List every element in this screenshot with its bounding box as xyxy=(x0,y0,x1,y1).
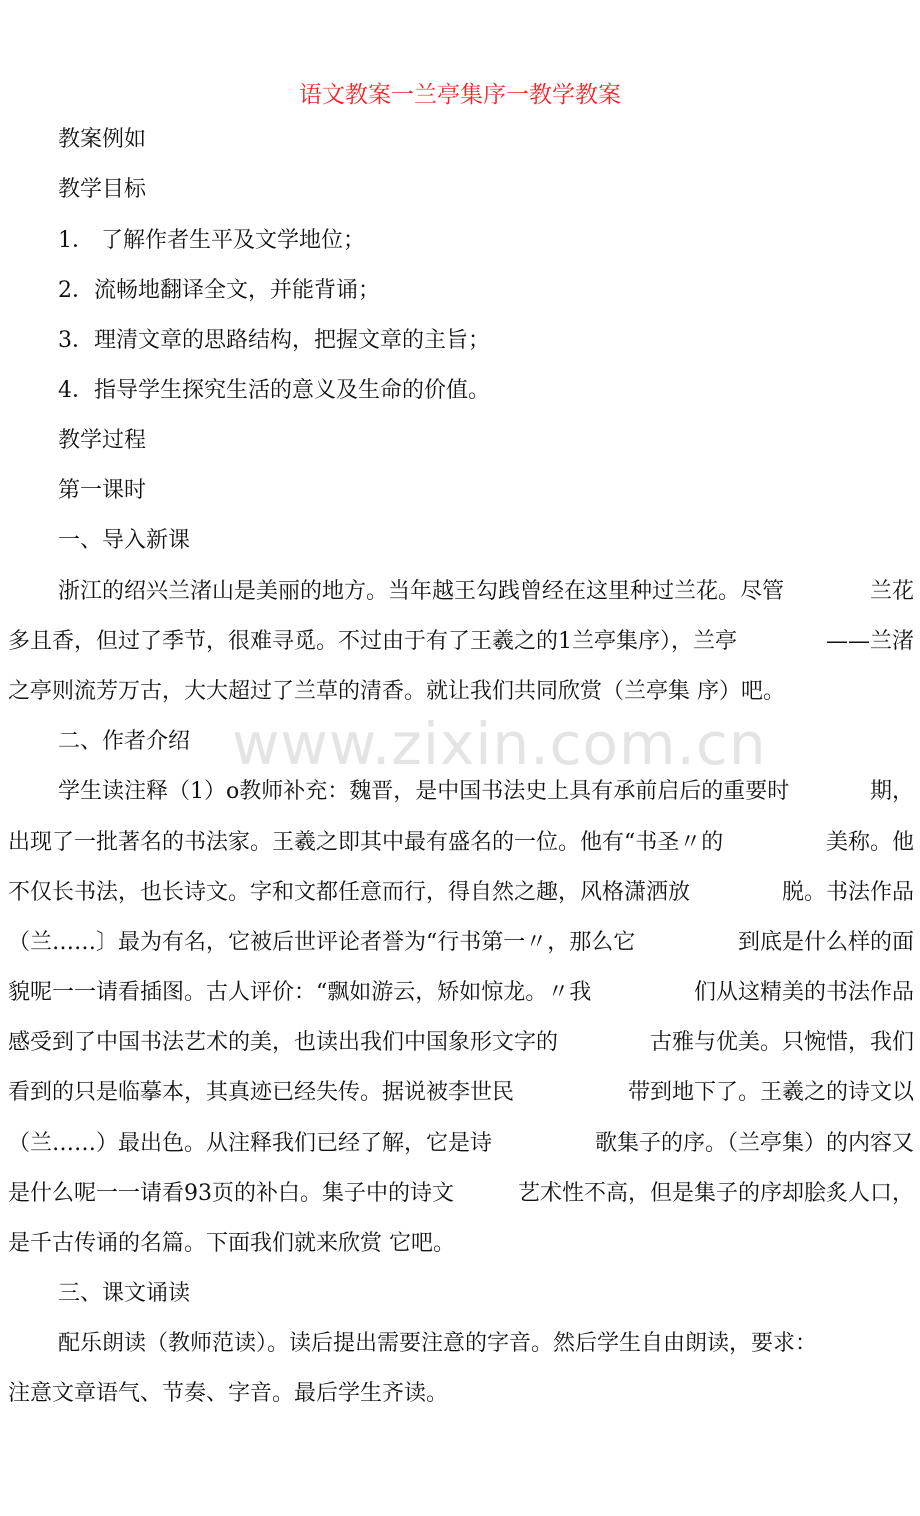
heading-text-reading: 三、课文诵读 xyxy=(58,1281,191,1306)
text-segment: 是什么呢一一请看93页的补白。集子中的诗文 xyxy=(8,1181,454,1206)
paragraph-2-line-10: 是千古传诵的名篇。下面我们就来欣赏 它吧。 xyxy=(8,1231,455,1256)
text-segment: 带到地下了。王羲之的诗文以 xyxy=(627,1080,914,1105)
paragraph-1-line-3: 之亭则流芳万古，大大超过了兰草的清香。就让我们共同欣赏（兰亭集 序）吧。 xyxy=(8,679,785,704)
paragraph-2-line-8 xyxy=(8,1128,914,1160)
goal-item-1: 1． 了解作者生平及文学地位； xyxy=(58,228,365,253)
heading-first-lesson: 第一课时 xyxy=(58,478,147,503)
text-segment: 到底是什么样的面 xyxy=(737,930,914,955)
paragraph-2-line-3 xyxy=(8,877,914,909)
text-segment: （兰……〕最为有名，它被后世评论者誉为“行书第一〃，那么它 xyxy=(8,930,636,955)
document-title: 语文教案一兰亭集序一教学教案 xyxy=(299,82,621,108)
paragraph-1-line-2 xyxy=(8,626,914,658)
heading-teaching-process: 教学过程 xyxy=(58,428,147,453)
heading-teaching-goals: 教学目标 xyxy=(58,177,147,202)
paragraph-2-line-9 xyxy=(8,1178,914,1210)
paragraph-1-line-1 xyxy=(58,576,914,608)
paragraph-2-line-1 xyxy=(58,776,914,808)
paragraph-3-line-1: 配乐朗读（教师范读）。读后提出需要注意的字音。然后学生自由朗读，要求： xyxy=(58,1331,818,1356)
heading-introduction: 一、导入新课 xyxy=(58,528,191,553)
goal-item-4: 4．指导学生探究生活的意义及生命的价值。 xyxy=(58,378,490,403)
heading-author-intro: 二、作者介绍 xyxy=(58,729,191,754)
text-segment: 多且香，但过了季节，很难寻觅。不过由于有了王羲之的1兰亭集序），兰亭 xyxy=(8,629,737,654)
text-segment: 出现了一批著名的书法家。王羲之即其中最有盛名的一位。他有“书圣〃的 xyxy=(8,830,724,855)
text-segment: 看到的只是临摹本，其真迹已经失传。据说被李世民 xyxy=(8,1080,515,1105)
text-segment: （兰……）最出色。从注释我们已经了解，它是诗 xyxy=(8,1131,493,1156)
paragraph-3-line-2: 注意文章语气、节奏、字音。最后学生齐读。 xyxy=(8,1381,449,1406)
text-segment: 美称。他 xyxy=(825,830,914,855)
text-segment: 感受到了中国书法艺术的美，也读出我们中国象形文字的 xyxy=(8,1030,559,1055)
text-segment: 脱。书法作品 xyxy=(781,880,914,905)
paragraph-2-line-5 xyxy=(8,977,914,1009)
text-segment: 古雅与优美。只惋惜，我们 xyxy=(649,1030,914,1055)
paragraph-2-line-2 xyxy=(8,827,914,859)
watermark: www.zixin.com.cn xyxy=(232,710,767,778)
text-segment: ——兰渚 xyxy=(825,629,914,654)
text-segment: 浙江的绍兴兰渚山是美丽的地方。当年越王勾践曾经在这里种过兰花。尽管 xyxy=(58,579,785,604)
text-segment: 艺术性不高，但是集子的序却脍炙人口， xyxy=(517,1181,914,1206)
text-segment: 不仅长书法，也长诗文。字和文都任意而行，得自然之趣，风格潇洒放 xyxy=(8,880,691,905)
text-segment: 貌呢一一请看插图。古人评价：“飘如游云，矫如惊龙。〃我 xyxy=(8,980,592,1005)
paragraph-2-line-4 xyxy=(8,927,914,959)
goal-item-2: 2．流畅地翻译全文，并能背诵； xyxy=(58,278,380,303)
goal-item-3: 3．理清文章的思路结构，把握文章的主旨； xyxy=(58,328,490,353)
text-segment: 学生读注释（1）o教师补充：魏晋，是中国书法史上具有承前启后的重要时 xyxy=(58,779,790,804)
paragraph-2-line-7 xyxy=(8,1077,914,1109)
text-segment: 们从这精美的书法作品 xyxy=(693,980,914,1005)
text-segment: 歌集子的序。（兰亭集）的内容又 xyxy=(594,1131,914,1156)
text-segment: 期， xyxy=(869,779,914,804)
text-segment: 兰花 xyxy=(869,579,914,604)
paragraph-2-line-6 xyxy=(8,1027,914,1059)
section-label-example: 教案例如 xyxy=(58,127,147,152)
